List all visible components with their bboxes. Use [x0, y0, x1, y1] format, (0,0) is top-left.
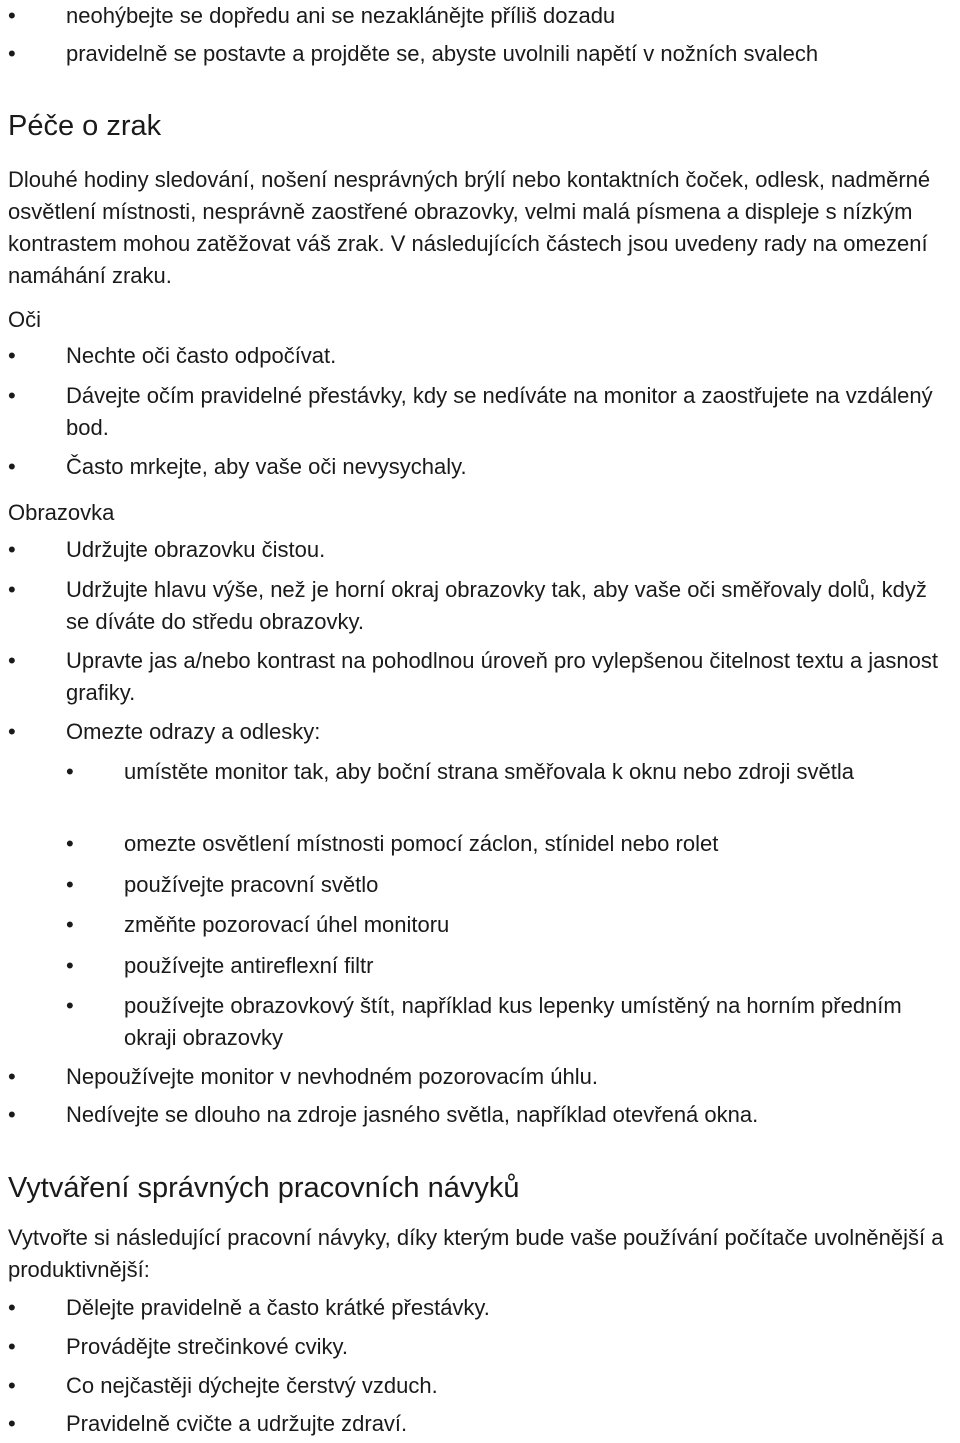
sub-list-item: omezte osvětlení místnosti pomocí záclon, stínidel nebo rolet — [124, 831, 719, 856]
list-item: pravidelně se postavte a projděte se, abyste uvolnili napětí v nožních svalech — [66, 41, 819, 66]
sub-list-item: umístěte monitor tak, aby boční strana směřovala k oknu nebo zdroji světla — [124, 759, 855, 784]
list-item: Nedívejte se dlouho na zdroje jasného světla, například otevřená okna. — [66, 1102, 759, 1127]
bullet-icon: • — [8, 537, 16, 562]
intro-paragraph: Dlouhé hodiny sledování, nošení nesprávných brýlí nebo kontaktních čoček, odlesk, nadměrné osvětlení místnosti, nesprávně zaostřené obrazovky, velmi malá písmena a displeje s nízkým kontrastem mohou zatěžovat váš zrak. V následujících částech jsou uvedeny rady na omezení namáhání zraku. — [8, 167, 931, 288]
section-heading-work-habits: Vytváření správných pracovních návyků — [8, 1172, 520, 1204]
bullet-icon: • — [8, 577, 16, 602]
bullet-icon: • — [8, 383, 16, 408]
list-item: Nechte oči často odpočívat. — [66, 343, 337, 368]
bullet-icon: • — [66, 759, 74, 784]
bullet-icon: • — [8, 1064, 16, 1089]
bullet-icon: • — [8, 1373, 16, 1398]
bullet-icon: • — [8, 648, 16, 673]
bullet-icon: • — [66, 993, 74, 1018]
list-item: Udržujte hlavu výše, než je horní okraj obrazovky tak, aby vaše oči směřovaly dolů, když se díváte do středu obrazovky. — [66, 577, 927, 634]
list-item: Často mrkejte, aby vaše oči nevysychaly. — [66, 454, 467, 479]
bullet-icon: • — [8, 454, 16, 479]
bullet-icon: • — [8, 1334, 16, 1359]
bullet-icon: • — [8, 1411, 16, 1436]
list-item: Dávejte očím pravidelné přestávky, kdy se nedíváte na monitor a zaostřujete na vzdálený bod. — [66, 383, 933, 440]
list-item: Dělejte pravidelně a často krátké přestávky. — [66, 1295, 490, 1320]
list-item: Nepoužívejte monitor v nevhodném pozorovacím úhlu. — [66, 1064, 598, 1089]
bullet-icon: • — [8, 41, 16, 66]
subheading-eyes: Oči — [8, 307, 41, 332]
sub-list-item: používejte obrazovkový štít, například kus lepenky umístěný na horním předním okraji obrazovky — [124, 993, 902, 1050]
bullet-icon: • — [8, 1295, 16, 1320]
bullet-icon: • — [66, 872, 74, 897]
sub-list-item: používejte pracovní světlo — [124, 872, 379, 897]
bullet-icon: • — [66, 953, 74, 978]
list-item: Provádějte strečinkové cviky. — [66, 1334, 349, 1359]
list-item: neohýbejte se dopředu ani se nezaklánějte příliš dozadu — [66, 3, 616, 28]
bullet-icon: • — [8, 1102, 16, 1127]
subheading-screen: Obrazovka — [8, 500, 115, 525]
bullet-icon: • — [8, 343, 16, 368]
bullet-icon: • — [66, 831, 74, 856]
sub-list-item: změňte pozorovací úhel monitoru — [124, 912, 450, 937]
list-item: Co nejčastěji dýchejte čerstvý vzduch. — [66, 1373, 438, 1398]
list-item: Udržujte obrazovku čistou. — [66, 537, 326, 562]
list-item: Pravidelně cvičte a udržujte zdraví. — [66, 1411, 408, 1436]
bullet-icon: • — [8, 3, 16, 28]
section-heading-eye-care: Péče o zrak — [8, 110, 162, 142]
bullet-icon: • — [66, 912, 74, 937]
list-item: Omezte odrazy a odlesky: — [66, 719, 321, 744]
intro-paragraph: Vytvořte si následující pracovní návyky, díky kterým bude vaše používání počítače uvolněnější a produktivnější: — [8, 1225, 944, 1282]
sub-list-item: používejte antireflexní filtr — [124, 953, 374, 978]
list-item: Upravte jas a/nebo kontrast na pohodlnou úroveň pro vylepšenou čitelnost textu a jasnost grafiky. — [66, 648, 938, 705]
bullet-icon: • — [8, 719, 16, 744]
